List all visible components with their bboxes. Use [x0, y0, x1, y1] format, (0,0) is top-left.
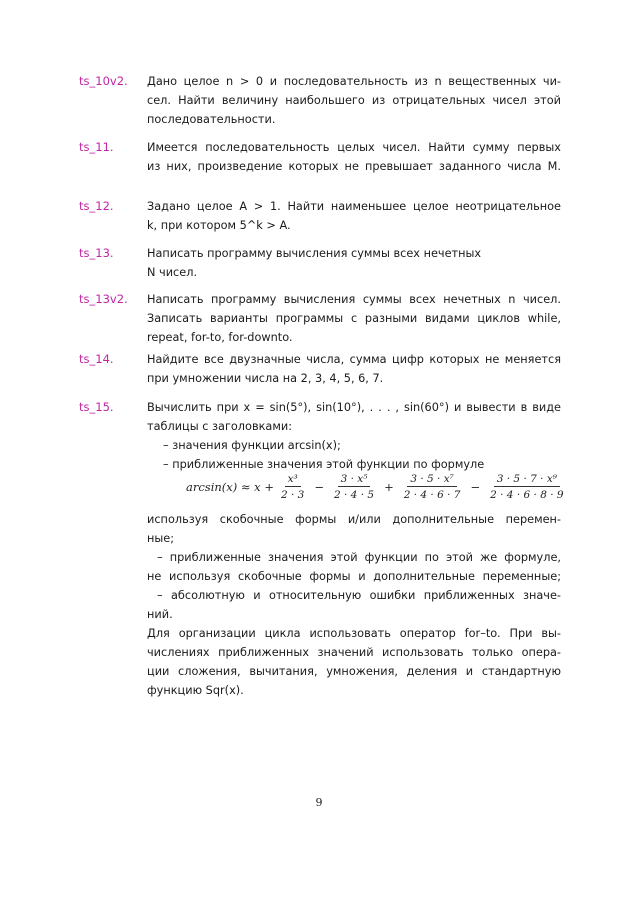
fraction-term-3 — [401, 473, 464, 501]
text-line: Для организации цикла использовать оператор for–to. При вы- — [147, 627, 561, 640]
minus-sign: − — [314, 480, 324, 494]
fraction-denominator: 2 · 3 — [280, 489, 305, 501]
text-line: – значения функции arcsin(x); — [163, 439, 341, 452]
text-line: Написать программу вычисления суммы всех нечетных — [147, 247, 482, 260]
fraction-term-4 — [487, 473, 566, 501]
text-line: не используя скобочные формы и дополнительные переменные; — [147, 570, 561, 583]
text-line: ные; — [147, 532, 175, 545]
task-label: ts_13v2. — [79, 292, 128, 306]
fraction-numerator: 3 · 5 · x⁷ — [407, 473, 457, 487]
text-line: – приближенные значения этой функции по формуле — [163, 458, 485, 471]
text-line: ции сложения, вычитания, умножения, деления и стандартную — [147, 665, 561, 678]
task-label: ts_14. — [79, 352, 114, 366]
plus-sign: + — [384, 480, 394, 494]
text-line: Имеется последовательность целых чисел. Найти сумму первых — [147, 141, 561, 154]
series-formula — [186, 473, 571, 501]
text-line: сел. Найти величину наибольшего из отрицательных чисел этой — [147, 94, 561, 107]
fraction-numerator: 3 · x⁵ — [338, 473, 371, 487]
task-label: ts_13. — [79, 246, 114, 260]
text-line: таблицы с заголовками: — [147, 420, 293, 433]
text-line: Вычислить при x = sin(5°), sin(10°), . . . , sin(60°) и вывести в виде — [147, 401, 561, 414]
task-text — [147, 350, 561, 388]
text-line: k, при котором 5^k > A. — [147, 219, 291, 232]
text-line: числениях приближенных значений использовать только опера- — [147, 646, 561, 659]
fraction-numerator: 3 · 5 · 7 · x⁹ — [494, 473, 560, 487]
task-text — [147, 197, 561, 235]
text-line: Записать варианты программы с разными видами циклов while, — [147, 312, 561, 325]
text-line: из них, произведение которых не превышает заданного числа M. — [147, 160, 561, 173]
text-line: Найдите все двузначные числа, сумма цифр которых не меняется — [147, 353, 561, 366]
text-line: repeat, for-to, for-downto. — [147, 331, 293, 344]
task-text — [147, 290, 561, 347]
task-label: ts_10v2. — [79, 74, 128, 88]
task-text — [147, 138, 561, 176]
fraction-term-2 — [331, 473, 377, 501]
text-line: Написать программу вычисления суммы всех нечетных n чисел. — [147, 293, 561, 306]
task-label: ts_11. — [79, 140, 114, 154]
fraction-numerator: x³ — [285, 473, 301, 487]
fraction-denominator: 2 · 4 · 6 · 8 · 9 — [490, 489, 564, 501]
text-line: ний. — [147, 608, 173, 621]
task-text — [147, 72, 561, 129]
task-text — [147, 244, 561, 282]
page-number: 9 — [315, 796, 323, 809]
text-line: при умножении числа на 2, 3, 4, 5, 6, 7. — [147, 372, 384, 385]
text-line: Задано целое A > 1. Найти наименьшее целое неотрицательное — [147, 200, 561, 213]
fraction-denominator: 2 · 4 · 5 — [333, 489, 375, 501]
text-line: Дано целое n > 0 и последовательность из n вещественных чи- — [147, 75, 561, 88]
text-line: функцию Sqr(x). — [147, 684, 244, 697]
text-line: используя скобочные формы и/или дополнительные перемен- — [147, 513, 561, 526]
text-line: – абсолютную и относительную ошибки приближенных значе- — [157, 589, 561, 602]
text-line: – приближенные значения этой функции по этой же формуле, — [157, 551, 561, 564]
task-text — [147, 398, 561, 474]
text-line: последовательности. — [147, 113, 276, 126]
fraction-term-1 — [278, 473, 307, 501]
formula-lhs: arcsin(x) ≈ x + — [186, 480, 274, 494]
minus-sign: − — [470, 480, 481, 494]
task-text — [147, 510, 561, 700]
text-line: N чисел. — [147, 266, 198, 279]
task-label: ts_12. — [79, 199, 114, 213]
fraction-denominator: 2 · 4 · 6 · 7 — [403, 489, 461, 501]
task-label: ts_15. — [79, 400, 114, 414]
